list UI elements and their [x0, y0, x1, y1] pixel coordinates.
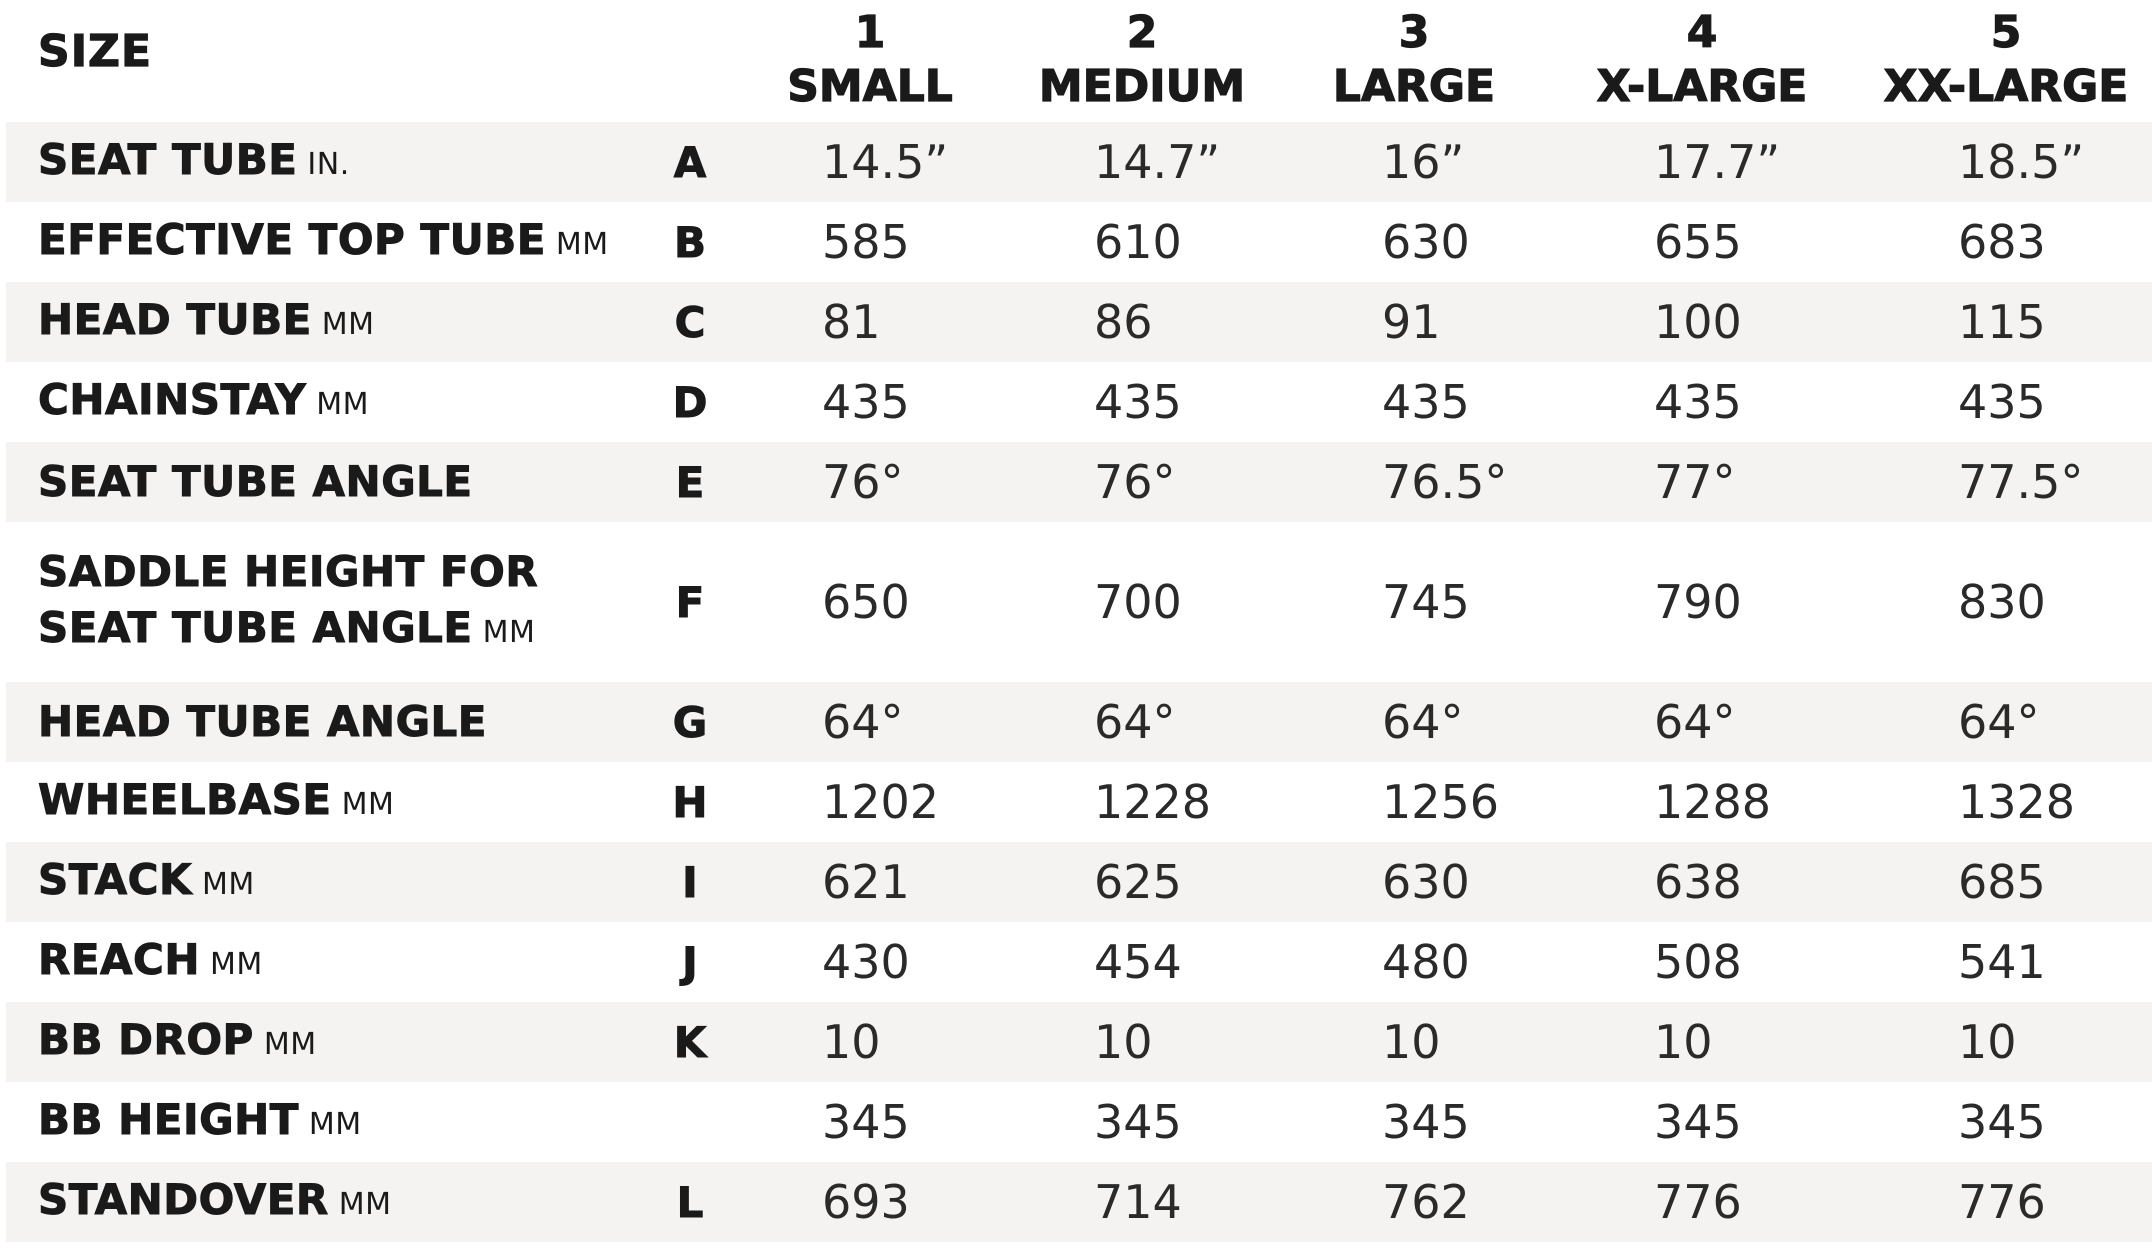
- row-label-line: [38, 292, 375, 353]
- table-cell: 435: [1958, 375, 2046, 429]
- table-cell: 693: [822, 1175, 910, 1229]
- dimension-letter: A: [673, 137, 707, 187]
- table-row: [6, 442, 2152, 522]
- table-row: [6, 842, 2152, 922]
- table-row: [6, 922, 2152, 1002]
- table-cell: 830: [1958, 575, 2046, 629]
- dimension-letter: K: [673, 1017, 707, 1067]
- table-cell: 621: [822, 855, 910, 909]
- table-cell: 776: [1958, 1175, 2046, 1229]
- table-cell: 77°: [1654, 455, 1736, 509]
- row-label-line: [38, 694, 487, 750]
- table-cell: 64°: [822, 695, 904, 749]
- table-cell: 745: [1382, 575, 1470, 629]
- table-cell: 1228: [1094, 775, 1212, 829]
- row-unit: MM: [210, 946, 263, 982]
- size-name: MEDIUM: [1038, 61, 1246, 112]
- dimension-letter: B: [673, 217, 706, 267]
- row-label-text: HEAD TUBE: [38, 294, 312, 344]
- table-cell: 625: [1094, 855, 1182, 909]
- table-cell: 10: [1382, 1015, 1441, 1069]
- table-cell: 435: [1094, 375, 1182, 429]
- table-cell: 650: [822, 575, 910, 629]
- row-label-text: EFFECTIVE TOP TUBE: [38, 214, 546, 264]
- table-cell: 345: [1654, 1095, 1742, 1149]
- row-label-text: SEAT TUBE ANGLE: [38, 602, 473, 652]
- table-cell: 345: [1958, 1095, 2046, 1149]
- table-row: [6, 1162, 2152, 1242]
- table-cell: 630: [1382, 855, 1470, 909]
- row-label: [38, 1162, 392, 1242]
- row-label-line: [38, 1092, 362, 1153]
- table-cell: 16”: [1382, 135, 1465, 189]
- table-cell: 86: [1094, 295, 1153, 349]
- dimension-letter: L: [676, 1177, 704, 1227]
- size-name: X-LARGE: [1596, 61, 1808, 112]
- size-name: LARGE: [1332, 61, 1496, 112]
- table-cell: 700: [1094, 575, 1182, 629]
- table-row: [6, 282, 2152, 362]
- dimension-letter: E: [675, 457, 705, 507]
- table-cell: 776: [1654, 1175, 1742, 1229]
- dimension-letter: D: [672, 377, 708, 427]
- row-unit: IN.: [307, 146, 350, 182]
- row-label-line: [38, 1172, 392, 1233]
- row-label: [38, 362, 369, 442]
- table-cell: 435: [1654, 375, 1742, 429]
- size-name: XX-LARGE: [1883, 61, 2129, 112]
- table-cell: 14.7”: [1094, 135, 1221, 189]
- table-cell: 18.5”: [1958, 135, 2085, 189]
- size-column-header: [1264, 6, 1564, 114]
- row-label: [38, 1002, 317, 1082]
- table-cell: 64°: [1094, 695, 1176, 749]
- row-label-text: SADDLE HEIGHT FOR: [38, 546, 539, 596]
- row-unit: MM: [341, 786, 395, 822]
- row-unit: MM: [263, 1026, 317, 1062]
- table-cell: 76.5°: [1382, 455, 1508, 509]
- table-cell: 64°: [1654, 695, 1736, 749]
- table-cell: 762: [1382, 1175, 1470, 1229]
- table-cell: 685: [1958, 855, 2046, 909]
- table-cell: 655: [1654, 215, 1742, 269]
- table-row: [6, 1082, 2152, 1162]
- table-cell: 1288: [1654, 775, 1772, 829]
- row-label-line: [38, 212, 609, 273]
- size-column-header: [1552, 6, 1852, 114]
- row-label-line: [38, 544, 538, 600]
- row-unit: MM: [316, 386, 370, 422]
- table-cell: 683: [1958, 215, 2046, 269]
- row-label-text: CHAINSTAY: [38, 374, 307, 424]
- table-cell: 64°: [1382, 695, 1464, 749]
- row-label-text: SEAT TUBE: [38, 134, 298, 184]
- table-cell: 1328: [1958, 775, 2076, 829]
- table-cell: 345: [1094, 1095, 1182, 1149]
- table-cell: 508: [1654, 935, 1742, 989]
- size-number: 4: [1686, 7, 1718, 58]
- table-cell: 480: [1382, 935, 1470, 989]
- row-label-line: [38, 772, 394, 833]
- size-column-header: [992, 6, 1292, 114]
- table-header: [0, 0, 2152, 122]
- table-cell: 17.7”: [1654, 135, 1781, 189]
- table-cell: 10: [822, 1015, 881, 1069]
- table-cell: 790: [1654, 575, 1742, 629]
- table-cell: 585: [822, 215, 910, 269]
- row-unit: MM: [482, 614, 536, 650]
- table-row: [6, 1002, 2152, 1082]
- table-cell: 610: [1094, 215, 1182, 269]
- row-label: [38, 522, 538, 682]
- table-cell: 345: [1382, 1095, 1470, 1149]
- table-row: [6, 762, 2152, 842]
- dimension-letter: G: [672, 697, 708, 747]
- row-label-line: [38, 852, 255, 913]
- table-cell: 77.5°: [1958, 455, 2084, 509]
- table-cell: 10: [1654, 1015, 1713, 1069]
- row-label: [38, 442, 473, 522]
- size-name: SMALL: [787, 61, 953, 112]
- table-cell: 1202: [822, 775, 940, 829]
- row-label-text: BB DROP: [38, 1014, 254, 1064]
- table-row: [6, 122, 2152, 202]
- row-unit: MM: [308, 1106, 362, 1142]
- row-label-text: STACK: [38, 854, 193, 904]
- row-unit: MM: [321, 306, 375, 342]
- row-label: [38, 682, 487, 762]
- row-label-text: BB HEIGHT: [38, 1094, 299, 1144]
- row-label-text: SEAT TUBE ANGLE: [38, 457, 473, 506]
- row-label-text: WHEELBASE: [38, 774, 332, 824]
- size-column-header: [720, 6, 1020, 114]
- table-cell: 76°: [822, 455, 904, 509]
- row-label: [38, 762, 394, 842]
- row-label-line: [38, 454, 473, 510]
- row-unit: MM: [202, 866, 255, 902]
- dimension-letter: H: [672, 777, 708, 827]
- table-row: [6, 202, 2152, 282]
- table-cell: 81: [822, 295, 881, 349]
- row-label-line: [38, 932, 263, 993]
- table-cell: 76°: [1094, 455, 1176, 509]
- row-label-line: [38, 600, 538, 661]
- table-cell: 10: [1958, 1015, 2017, 1069]
- table-cell: 10: [1094, 1015, 1153, 1069]
- size-header-label: SIZE: [38, 26, 153, 77]
- table-cell: 454: [1094, 935, 1182, 989]
- table-cell: 100: [1654, 295, 1742, 349]
- table-cell: 115: [1958, 295, 2046, 349]
- size-number: 2: [1126, 7, 1158, 58]
- table-cell: 91: [1382, 295, 1441, 349]
- table-cell: 435: [1382, 375, 1470, 429]
- table-row: [6, 522, 2152, 682]
- table-cell: 638: [1654, 855, 1742, 909]
- size-number: 3: [1398, 7, 1430, 58]
- row-label: [38, 922, 263, 1002]
- row-label-text: REACH: [38, 934, 201, 984]
- row-label-line: [38, 1012, 317, 1073]
- row-label-text: STANDOVER: [38, 1174, 329, 1224]
- table-cell: 430: [822, 935, 910, 989]
- table-cell: 435: [822, 375, 910, 429]
- row-label: [38, 202, 609, 282]
- table-cell: 345: [822, 1095, 910, 1149]
- table-cell: 64°: [1958, 695, 2040, 749]
- dimension-letter: F: [675, 577, 705, 627]
- dimension-letter: I: [682, 857, 698, 907]
- row-label-line: [38, 132, 350, 193]
- row-label: [38, 282, 375, 362]
- size-column-header: [1856, 6, 2152, 114]
- row-unit: MM: [338, 1186, 392, 1222]
- table-cell: 1256: [1382, 775, 1500, 829]
- table-cell: 630: [1382, 215, 1470, 269]
- table-cell: 714: [1094, 1175, 1182, 1229]
- row-unit: MM: [555, 226, 609, 262]
- row-label: [38, 122, 350, 202]
- table-row: [6, 362, 2152, 442]
- table-cell: 14.5”: [822, 135, 949, 189]
- dimension-letter: C: [674, 297, 706, 347]
- table-cell: 541: [1958, 935, 2046, 989]
- row-label: [38, 1082, 362, 1162]
- table-row: [6, 682, 2152, 762]
- dimension-letter: J: [682, 937, 698, 987]
- row-label-text: HEAD TUBE ANGLE: [38, 697, 487, 746]
- row-label-line: [38, 372, 369, 433]
- row-label: [38, 842, 255, 922]
- size-number: 1: [854, 7, 886, 58]
- size-number: 5: [1990, 7, 2022, 58]
